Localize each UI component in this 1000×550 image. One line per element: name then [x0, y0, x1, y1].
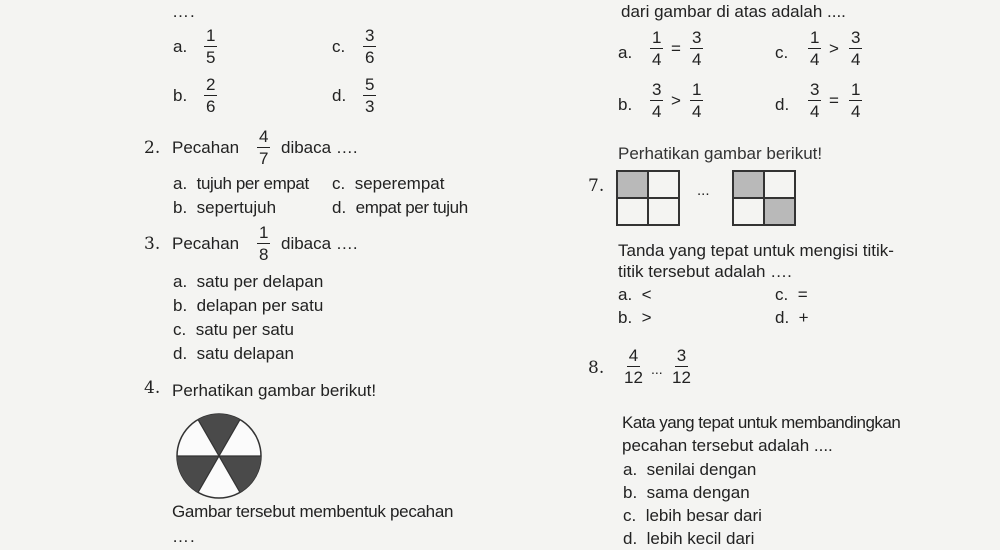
option-text: = — [797, 285, 808, 304]
q7-blank-dots: ... — [697, 182, 710, 199]
q2-prefix: Pecahan — [172, 138, 240, 157]
option-letter: c. — [173, 320, 187, 339]
q3-fraction — [257, 224, 270, 263]
denominator: 8 — [259, 245, 269, 264]
option-letter: d. — [623, 529, 638, 548]
q7-option-d[interactable] — [775, 308, 809, 328]
denominator: 6 — [206, 97, 216, 116]
option-letter: a. — [618, 285, 633, 304]
q2-suffix: dibaca …. — [281, 138, 358, 157]
q7-question-line2: titik tersebut adalah …. — [618, 262, 792, 281]
q6-option-c-symbol: > — [829, 39, 839, 58]
q6-option-d-fraction-right[interactable] — [849, 81, 862, 120]
q6-option-d-fraction-left[interactable] — [808, 81, 821, 120]
option-text: empat per tujuh — [355, 198, 468, 217]
grid-cell — [648, 198, 679, 225]
denominator: 4 — [810, 50, 820, 69]
option-letter: b. — [618, 308, 633, 327]
q7-grid-left — [616, 170, 680, 226]
q1-option-d-letter: d. — [332, 86, 347, 105]
option-text: sepertujuh — [196, 198, 277, 217]
denominator: 6 — [365, 48, 375, 67]
option-text: seperempat — [354, 174, 445, 193]
option-text: satu per delapan — [196, 272, 324, 291]
option-text: lebih besar dari — [645, 506, 762, 525]
numerator: 3 — [692, 28, 702, 47]
option-letter: b. — [173, 198, 188, 217]
q8-option-a[interactable] — [623, 460, 756, 480]
numerator: 3 — [810, 80, 820, 99]
q7-grid-right — [732, 170, 796, 226]
numerator: 3 — [851, 28, 861, 47]
q3-option-a[interactable] — [173, 272, 323, 292]
q6-option-b-fraction-left[interactable] — [650, 81, 663, 120]
q4-caption: Gambar tersebut membentuk pecahan — [172, 502, 454, 521]
option-text: satu delapan — [196, 344, 295, 363]
denominator: 12 — [624, 368, 643, 387]
numerator: 1 — [851, 80, 861, 99]
q4-instruction: Perhatikan gambar berikut! — [172, 381, 377, 400]
q1-option-c-fraction[interactable] — [363, 27, 376, 66]
numerator: 1 — [206, 26, 216, 45]
numerator: 3 — [676, 346, 687, 365]
q3-number: 3. — [144, 234, 161, 254]
numerator: 3 — [652, 80, 662, 99]
q7-option-b[interactable] — [618, 308, 652, 328]
denominator: 4 — [810, 102, 820, 121]
q1-option-c-letter: c. — [332, 37, 346, 56]
q7-option-a[interactable] — [618, 285, 652, 305]
option-letter: b. — [173, 296, 188, 315]
denominator: 4 — [692, 102, 702, 121]
q1-option-b-fraction[interactable] — [204, 76, 217, 115]
q8-blank-dots: ... — [651, 361, 663, 377]
q8-question-line1: Kata yang tepat untuk membandingkan — [622, 413, 901, 432]
q8-option-c[interactable] — [623, 506, 762, 526]
denominator: 12 — [672, 368, 691, 387]
option-text: + — [798, 308, 809, 327]
q2-number: 2. — [144, 138, 161, 158]
numerator: 1 — [259, 223, 269, 242]
numerator: 1 — [652, 28, 662, 47]
q3-option-b[interactable] — [173, 296, 323, 316]
q8-fraction-right — [672, 347, 691, 386]
circle-fraction-figure — [175, 412, 263, 500]
grid-cell — [764, 171, 795, 198]
q6-option-a-symbol: = — [671, 39, 681, 58]
denominator: 4 — [652, 50, 662, 69]
grid-cell — [617, 198, 648, 225]
q4-dots: …. — [172, 527, 196, 546]
numerator: 4 — [259, 127, 269, 146]
q8-fraction-left — [624, 347, 643, 386]
numerator: 2 — [206, 75, 216, 94]
q6-option-c-fraction-left[interactable] — [808, 29, 821, 68]
q1-option-b-letter: b. — [173, 86, 188, 105]
q7-instruction: Perhatikan gambar berikut! — [618, 144, 823, 163]
q1-option-d-fraction[interactable] — [363, 76, 376, 115]
option-letter: a. — [173, 272, 188, 291]
q6-option-c-letter: c. — [775, 43, 789, 62]
option-letter: a. — [623, 460, 638, 479]
q1-option-a-fraction[interactable] — [204, 27, 217, 66]
denominator: 4 — [692, 50, 702, 69]
q8-question-line2: pecahan tersebut adalah .... — [622, 436, 833, 455]
option-text: sama dengan — [646, 483, 750, 502]
option-letter: a. — [173, 174, 188, 193]
denominator: 7 — [259, 149, 269, 168]
q3-option-c[interactable] — [173, 320, 294, 340]
option-text: lebih kecil dari — [646, 529, 755, 548]
denominator: 4 — [851, 102, 861, 121]
q6-option-b-symbol: > — [671, 91, 681, 110]
option-letter: d. — [173, 344, 188, 363]
numerator: 3 — [365, 26, 375, 45]
q3-prefix: Pecahan — [172, 234, 240, 253]
q6-option-b-letter: b. — [618, 95, 633, 114]
q6-option-b-fraction-right[interactable] — [690, 81, 703, 120]
q6-question-tail: dari gambar di atas adalah .... — [621, 2, 846, 21]
numerator: 5 — [365, 75, 375, 94]
numerator: 1 — [692, 80, 702, 99]
q7-question-line1: Tanda yang tepat untuk mengisi titik- — [618, 241, 894, 260]
q6-option-c-fraction-right[interactable] — [849, 29, 862, 68]
q6-option-d-symbol: = — [829, 91, 839, 110]
numerator: 4 — [628, 346, 639, 365]
option-text: delapan per satu — [196, 296, 324, 315]
q6-option-a-letter: a. — [618, 43, 633, 62]
grid-cell-shaded — [764, 198, 795, 225]
q6-option-a-fraction-right[interactable] — [690, 29, 703, 68]
q6-option-a-fraction-left[interactable] — [650, 29, 663, 68]
option-letter: d. — [332, 198, 347, 217]
grid-cell-shaded — [733, 171, 764, 198]
q3-option-d[interactable] — [173, 344, 294, 364]
denominator: 3 — [365, 97, 375, 116]
q6-option-d-letter: d. — [775, 95, 790, 114]
option-letter: d. — [775, 308, 790, 327]
top-dots: …. — [172, 2, 196, 21]
q4-number: 4. — [144, 378, 161, 398]
grid-cell-shaded — [617, 171, 648, 198]
option-letter: b. — [623, 483, 638, 502]
q8-option-b[interactable] — [623, 483, 750, 503]
q1-option-a-letter: a. — [173, 37, 188, 56]
grid-cell — [733, 198, 764, 225]
option-letter: c. — [623, 506, 637, 525]
option-text: senilai dengan — [646, 460, 757, 479]
grid-cell — [648, 171, 679, 198]
q8-number: 8. — [588, 358, 605, 378]
q2-option-b[interactable] — [173, 198, 276, 218]
q7-number: 7. — [588, 176, 605, 196]
option-text: < — [641, 285, 652, 304]
option-letter: c. — [332, 174, 346, 193]
denominator: 4 — [851, 50, 861, 69]
option-text: > — [641, 308, 652, 327]
option-text: tujuh per empat — [196, 174, 309, 193]
q2-option-c[interactable] — [332, 174, 444, 194]
denominator: 4 — [652, 102, 662, 121]
numerator: 1 — [810, 28, 820, 47]
q3-suffix: dibaca …. — [281, 234, 358, 253]
q8-option-d[interactable] — [623, 529, 754, 549]
q2-option-a[interactable] — [173, 174, 309, 194]
q2-option-d[interactable] — [332, 198, 468, 218]
option-text: satu per satu — [195, 320, 294, 339]
q7-option-c[interactable] — [775, 285, 808, 305]
denominator: 5 — [206, 48, 216, 67]
q2-fraction — [257, 128, 270, 167]
option-letter: c. — [775, 285, 789, 304]
